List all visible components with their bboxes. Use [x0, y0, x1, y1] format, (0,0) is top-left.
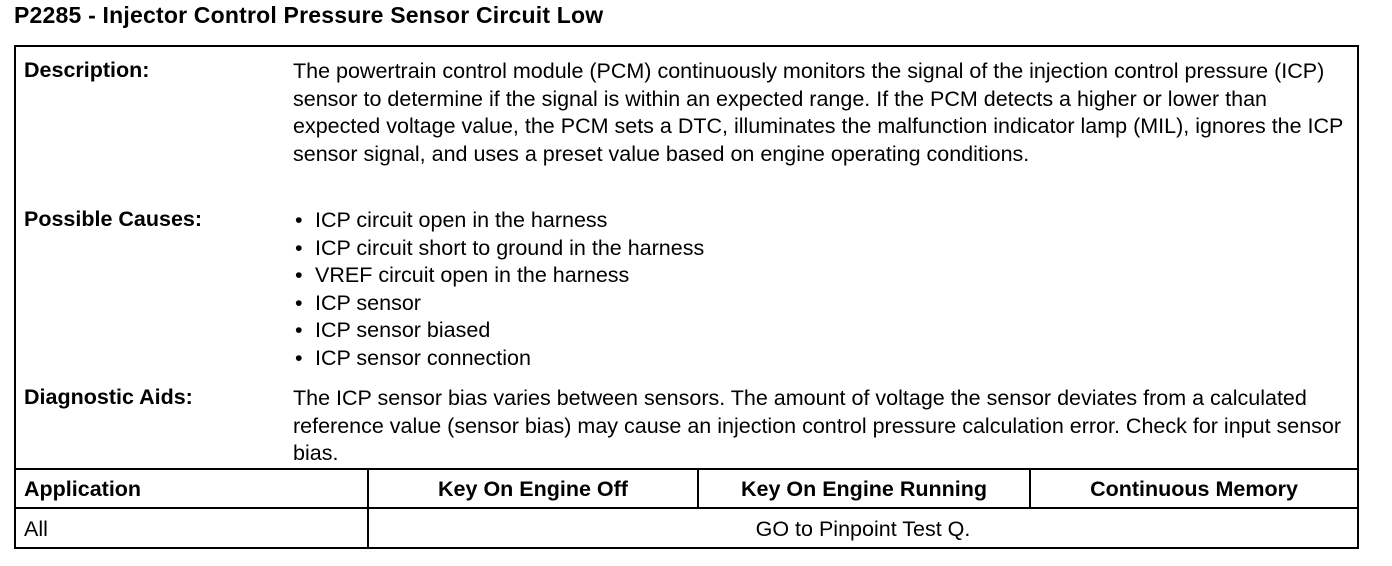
diagnostic-aids-text	[293, 385, 1353, 468]
cause-text: ICP sensor	[315, 290, 421, 315]
cause-text: ICP sensor biased	[315, 318, 491, 342]
bullet-icon: •	[295, 318, 303, 342]
header-application: Application	[24, 477, 142, 501]
possible-causes-list	[293, 207, 1353, 372]
application-value: All	[24, 517, 48, 541]
possible-causes-label: Possible Causes:	[24, 207, 203, 231]
page-title: P2285 - Injector Control Pressure Sensor Circuit Low	[14, 2, 604, 28]
diagnostic-aids-label: Diagnostic Aids:	[24, 385, 193, 409]
bullet-icon: •	[295, 263, 303, 287]
table-divider-middle	[16, 507, 1357, 509]
header-key-on-engine-running: Key On Engine Running	[740, 477, 988, 501]
description-paragraph: The powertrain control module (PCM) continuously monitors the signal of the injection control pressure (ICP) sensor to determine if the signal is within an expected range. If the PCM detects a higher or lower than expected voltage value, the PCM sets a DTC, illuminates the malfunction indicator lamp (MIL), ignores the ICP sensor signal, and uses a preset value based on engine operating conditions.	[293, 59, 1344, 166]
pinpoint-test-instruction: GO to Pinpoint Test Q.	[755, 517, 971, 541]
cause-text: ICP sensor connection	[315, 345, 531, 370]
bullet-icon: •	[295, 345, 303, 370]
cause-text: VREF circuit open in the harness	[315, 263, 630, 287]
diagnostic-aids-paragraph: The ICP sensor bias varies between sensors. The amount of voltage the sensor deviates from a calculated reference value (sensor bias) may cause an injection control pressure calculation error. Check for input sensor bias.	[293, 386, 1342, 465]
cause-item	[293, 290, 1353, 318]
description-text	[293, 58, 1353, 168]
cause-item	[293, 235, 1353, 263]
bullet-icon: •	[295, 235, 303, 260]
cause-text: ICP circuit short to ground in the harness	[315, 235, 705, 260]
table-divider-top	[16, 468, 1357, 470]
cause-item	[293, 207, 1353, 235]
cause-item	[293, 317, 1353, 345]
dtc-info-table	[14, 45, 1359, 549]
description-label: Description:	[24, 58, 150, 82]
bullet-icon: •	[295, 290, 303, 315]
header-key-on-engine-off: Key On Engine Off	[438, 477, 628, 501]
cause-item	[293, 345, 1353, 373]
bullet-icon: •	[295, 208, 303, 232]
possible-causes-list-wrap	[293, 207, 1353, 372]
header-continuous-memory: Continuous Memory	[1090, 477, 1298, 501]
cause-item	[293, 262, 1353, 290]
cause-text: ICP circuit open in the harness	[315, 208, 608, 232]
